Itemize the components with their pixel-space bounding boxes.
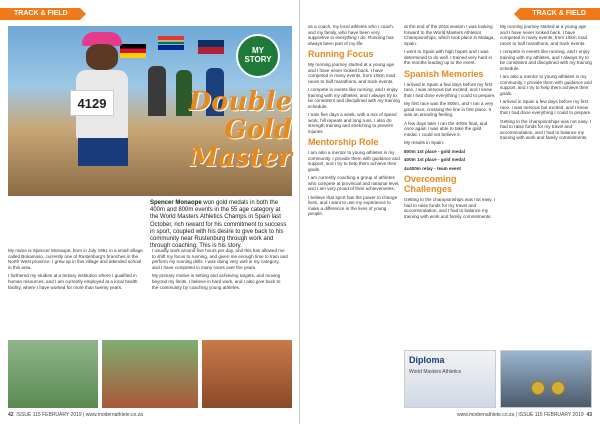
intro-caption: [150, 200, 290, 250]
paragraph: A few days later I ran the 400m final, and once again I was able to take the gold medal. I could not believe it.: [404, 120, 488, 137]
paragraph: I compete in events like running, and I enjoy training with my athletes, and I always try to be consistent and disciplined with my training schedule.: [500, 49, 592, 71]
issue-line: www.modernathlete.co.za | ISSUE 115 FEBRUARY 2019: [457, 412, 584, 418]
paragraph: Getting to the championships was not easy. I had to raise funds for my travel and accommodation, and I had to balance my training with work and family commitments.: [500, 118, 592, 140]
paragraph: I train five days a week, with a mix of speed work, hill repeats and long runs. I also do strength training and stretching to prevent injuries.: [308, 112, 397, 134]
paragraph: I am currently coaching a group of athletes who compete at provincial and national level, and I am very proud of their achievements.: [308, 175, 400, 191]
my-story-badge: [236, 34, 280, 78]
paragraph: I usually work around five hours per day, and this has allowed me to shift my focus to running, and given me enough time to train and perform my running drills. I was doing very well in my category, and I have competed in many races over the years.: [152, 248, 288, 270]
caption-text: won gold medals in both the 400m and 800m events in the 55 age category at the World Masters Athletics Champs in Spain last October, rich reward for his commitment to success in sport, coupled with his desire to give back to his community near Rustenburg through work and through coaching. This is his story.: [150, 200, 287, 250]
paragraph: Getting to the championships was not easy. I had to raise funds for my travel and accommodation, and I had to balance my training with work and family commitments.: [404, 197, 496, 219]
paragraph: I went to Spain with high hopes and I was determined to do well. I trained very hard in the months leading up to the event.: [404, 49, 493, 65]
paragraph: I am also a mentor to young athletes in my community. I provide them with guidance and support, and I try to help them achieve their goals.: [308, 150, 400, 172]
photo-strip: [8, 340, 292, 408]
section-heading: Overcoming Challenges: [404, 174, 457, 194]
results-item: 800m 1st place - gold medal: [404, 148, 466, 154]
face-shape: [86, 44, 118, 70]
track-photo: [8, 340, 98, 408]
paragraph: as a coach, my local athletes who I coach, and my family, who have been very supportive in everything I do. Running has always been part of my life.: [308, 24, 395, 46]
text-column-1: [308, 24, 400, 414]
section-tag-label: TRACK & FIELD: [14, 10, 68, 17]
caption-lead: Spencer Monaope: [150, 200, 202, 206]
track-photo: [202, 340, 292, 408]
diploma-subtitle: World Masters Athletics: [409, 369, 462, 375]
race-photo: [102, 340, 198, 408]
diploma-photo: [404, 350, 496, 408]
text-column-3: [500, 24, 592, 344]
article-title: Double Gold Master: [188, 87, 292, 173]
right-footer: [457, 412, 592, 418]
race-bib: 4129: [70, 90, 114, 116]
paragraph: I arrived in Spain a few days before my first race. I was nervous but excited, and I knew that I had done everything I could to prepare.: [404, 81, 496, 98]
paragraph: I am also a mentor to young athletes in my community. I provide them with guidance and support, and I try to help them achieve their goals.: [500, 74, 592, 96]
results-item: 400m 1st place - gold medal: [404, 157, 466, 162]
section-tag-label: TRACK & FIELD: [532, 10, 586, 17]
paragraph: at the end of the 2018 season I was looking forward to the World Masters Athletics Championships, which took place in Malaga, Spain.: [404, 24, 495, 46]
section-heading: Running Focus: [308, 49, 374, 59]
flag-icon: [198, 40, 224, 54]
paragraph: My primary motive is setting and achieving targets, and moving beyond my limits. I believe in hard work, and I also give back to the community by coaching young athletes.: [152, 273, 281, 290]
paragraph: My results in Spain:: [404, 140, 445, 145]
badge-line-1: MY: [252, 46, 264, 55]
paragraph: I arrived in Spain a few days before my first race. I was nervous but excited, and I knew that I had done everything I could to prepare.: [500, 99, 592, 115]
paragraph: I compete in events like running, and I enjoy training with my athletes, and I always try to be consistent and disciplined with my training schedule.: [308, 87, 400, 109]
left-body-text: [8, 248, 288, 293]
page-number: 43: [586, 412, 592, 418]
left-footer: [8, 412, 143, 418]
tag-arrow-icon: [514, 8, 520, 20]
page-number: 42: [8, 412, 14, 418]
section-heading: Mentorship Role: [308, 137, 379, 147]
paragraph: I furthered my studies at a tertiary institution where I qualified in human resources, and I am currently employed at a local health facility, where I have worked for more than twenty years.: [8, 273, 138, 290]
tag-arrow-icon: [80, 8, 86, 20]
paragraph: I believe that sport has the power to change lives, and I want to use my experience to make a difference in the lives of young people.: [308, 194, 398, 216]
paragraph: My name is Spencer Monaope, born in July 1961 in a small village called Bokamoso, currently one of Rustenburg's branches in the North West province. I grew up in this village and attended school in this area.: [8, 248, 143, 270]
section-tag-right: [520, 8, 600, 20]
results-item: 4x400m relay - team event: [404, 165, 461, 171]
diploma-title: Diploma: [409, 355, 445, 365]
badge-line-2: STORY: [244, 55, 272, 64]
section-tag-left: [0, 8, 80, 20]
medal-icon: [551, 381, 565, 395]
paragraph: My running journey started at a young age and I have never looked back. I have competed in many events, from 10km road races to half marathons, and track events.: [500, 24, 588, 46]
medal-photo: [500, 350, 592, 408]
text-column-2: [404, 24, 496, 344]
section-heading: Spanish Memories: [404, 68, 484, 79]
right-page: [300, 0, 600, 424]
medal-icon: [531, 381, 545, 395]
athlete-figure: [68, 32, 138, 196]
flag-icon: [158, 36, 184, 50]
shorts-shape: [78, 138, 128, 166]
paragraph: My running journey started at a young age and I have never looked back. I have competed in many events, from 10km road races to half marathons, and track events.: [308, 62, 396, 84]
paragraph: My first race was the 800m, and I ran a very good race, crossing the line in first place. It was an amazing feeling.: [404, 101, 494, 117]
issue-line: ISSUE 115 FEBRUARY 2019 | www.modernathlete.co.za: [16, 412, 143, 418]
